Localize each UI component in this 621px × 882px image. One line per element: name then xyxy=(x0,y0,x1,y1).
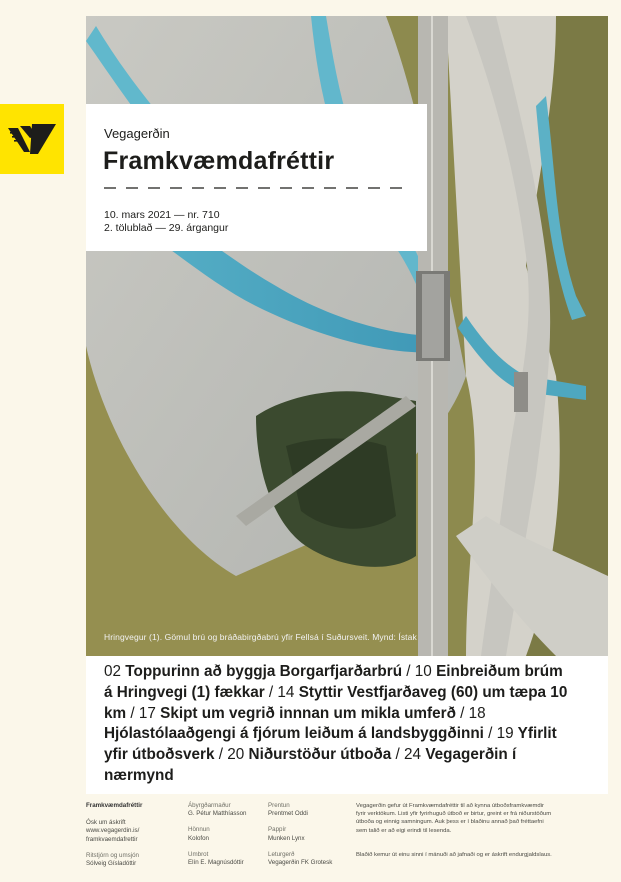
layout-label: Umbrot xyxy=(188,850,209,858)
colophon-col-2 xyxy=(188,802,268,867)
issue-date-number: 10. mars 2021 — nr. 710 xyxy=(104,209,220,221)
contents-item[interactable]: 02 Toppurinn að byggja Borgarfjarðarbrú xyxy=(104,663,403,680)
contents-item[interactable]: 24 Vegagerðin í nærmynd xyxy=(104,746,517,784)
print-name: Prentmet Oddi xyxy=(268,810,308,818)
frequency-text: Blaðið kemur út einu sinni í mánuði að jafnaði og er áskrift endurgjaldslaus. xyxy=(356,851,552,858)
publication-title: Framkvæmdafréttir xyxy=(103,147,335,175)
subscribe-link-path[interactable]: framkvaemdafrettir xyxy=(86,835,138,843)
about-text-line: útboða og einnig samningum. Auk þess er í blaðinu annað það fréttaefni xyxy=(356,819,544,826)
editor-name: Sólveig Gísladóttir xyxy=(86,860,137,868)
contents-item[interactable]: 17 Skipt um vegrið innnan um mikla umferð xyxy=(138,704,456,722)
colophon-heading: Framkvæmdafréttir xyxy=(86,802,143,809)
subscribe-label: Ósk um áskrift xyxy=(86,819,126,827)
vegagerdin-logo xyxy=(0,104,64,174)
font-name: Vegagerðin FK Grotesk xyxy=(268,859,333,867)
paper-label: Pappír xyxy=(268,826,287,834)
contents-item[interactable]: 20 Niðurstöður útboða xyxy=(227,746,392,764)
font-label: Leturgerð xyxy=(268,850,295,858)
colophon-col-1 xyxy=(86,802,176,868)
title-box xyxy=(86,104,427,251)
layout-name: Elín E. Magnúsdóttir xyxy=(188,859,244,867)
contents-item[interactable]: 14 Styttir Vestfjarðaveg (60) um tæpa 10 km xyxy=(104,683,568,722)
issue-volume: 2. tölublað — 29. árgangur xyxy=(104,222,229,234)
publisher-name: Vegagerðin xyxy=(104,126,170,141)
about-text-line: fyrir verktökum. Listi yfir fyrirhuguð útboð er birtur, greint er frá niðurstöðum xyxy=(356,811,552,818)
contents-item[interactable]: 10 Einbreiðum brúm á Hringvegi (1) fækkar xyxy=(104,663,563,701)
vegagerdin-logo-icon xyxy=(8,122,56,156)
title-divider xyxy=(104,186,414,190)
contents-item[interactable]: 19 Yfirlit yfir útboðsverk xyxy=(104,725,557,764)
contents-item[interactable]: 18 Hjólastólaaðgengi á fjórum leiðum á landsbyggðinni xyxy=(104,704,486,743)
responsible-name: G. Pétur Matthíasson xyxy=(188,810,247,818)
colophon-col-4 xyxy=(356,802,608,859)
subscribe-link[interactable]: www.vegagerdin.is/ xyxy=(86,827,140,835)
editor-label: Ritstjórn og umsjón xyxy=(86,851,139,859)
paper-name: Munken Lynx xyxy=(268,834,305,842)
design-name: Kolofon xyxy=(188,834,209,842)
photo-caption: Hringvegur (1). Gömul brú og bráðabirgðabrú yfir Fellsá í Suðursveit. Mynd: Ístak xyxy=(104,632,417,642)
design-label: Hönnun xyxy=(188,826,210,834)
colophon-col-3 xyxy=(268,802,348,867)
about-text-line: sem talið er að eigi erindi til lesenda. xyxy=(356,827,452,834)
contents-text: 02 Toppurinn að byggja Borgarfjarðarbrú / 10 Einbreiðum brúm á Hringvegi (1) fækkar / 14 Styttir Vestfjarðaveg (60) um tæpa 10 km / 17 Skipt um vegrið innnan um mikla umferð / 18 Hjólastólaaðgengi á fjórum leiðum á landsbyggðinni / 19 Yfirlit yfir útboðsverk / 20 Niðurstöður útboða / 24 Vegagerðin í nærmynd xyxy=(104,663,568,784)
table-of-contents xyxy=(86,656,608,794)
responsible-label: Ábyrgðarmaður xyxy=(188,802,231,809)
about-text-line: Vegagerðin gefur út Framkvæmdafréttir til að kynna útboðsframkvæmdir xyxy=(356,803,544,809)
print-label: Prentun xyxy=(268,802,290,809)
